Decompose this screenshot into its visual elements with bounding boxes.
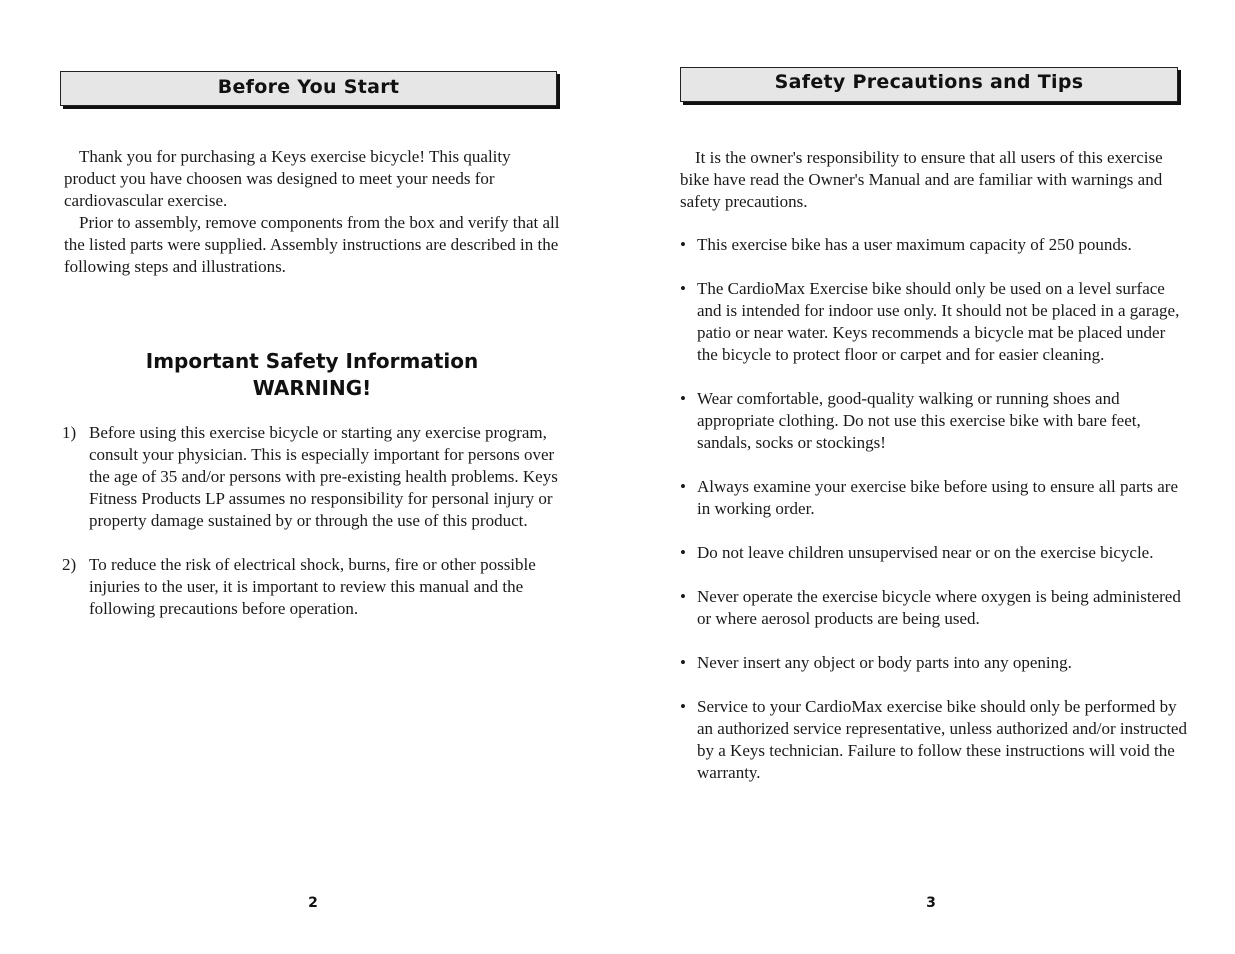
safety-intro-paragraph: It is the owner's responsibility to ensure that all users of this exercise bike have read the Owner's Manual and are familiar with warnings and safety precautions. (680, 148, 1163, 211)
warning-item (62, 554, 562, 620)
bullet-icon: • (680, 279, 686, 298)
tip-text: Service to your CardioMax exercise bike should only be performed by an authorized service representative, unless authorized and/or instructed by a Keys technician. Failure to follow these instructions will void the warranty. (697, 697, 1187, 782)
bullet-icon: • (680, 653, 686, 672)
safety-precautions-title: Safety Precautions and Tips (680, 67, 1178, 102)
list-item (680, 476, 1190, 520)
tip-text: Do not leave children unsupervised near or on the exercise bicycle. (697, 543, 1154, 562)
safety-info-heading: Important Safety Information (145, 349, 479, 373)
intro-paragraph-1: Thank you for purchasing a Keys exercise bicycle! This quality product you have choosen was designed to meet your needs for cardiovascular exercise. (64, 147, 511, 210)
tip-text: Never operate the exercise bicycle where oxygen is being administered or where aerosol products are being used. (697, 587, 1181, 628)
list-item (680, 652, 1190, 674)
bullet-icon: • (680, 543, 686, 562)
warning-list (62, 422, 562, 642)
list-item (680, 388, 1190, 454)
bullet-icon: • (680, 697, 686, 716)
list-item (680, 696, 1190, 784)
tip-text: Wear comfortable, good-quality walking or running shoes and appropriate clothing. Do not use this exercise bike with bare feet, sandals, socks or stockings! (697, 389, 1141, 452)
list-item (680, 586, 1190, 630)
warning-number: 2) (62, 555, 77, 574)
warning-text: Before using this exercise bicycle or starting any exercise program, consult your physician. This is especially important for persons over the age of 35 and/or persons with pre-existing health problems. Keys Fitness Products LP assumes no responsibility for personal injury or property damage sustained by or through the use of this product. (89, 423, 558, 530)
warning-text: To reduce the risk of electrical shock, burns, fire or other possible injuries to the user, it is important to review this manual and the following precautions before operation. (89, 555, 536, 618)
before-you-start-title: Before You Start (60, 71, 557, 106)
intro-text (64, 146, 564, 278)
bullet-icon: • (680, 477, 686, 496)
bullet-icon: • (680, 389, 686, 408)
list-item (680, 234, 1190, 256)
left-page (62, 0, 562, 954)
right-page (680, 0, 1185, 954)
tip-text: The CardioMax Exercise bike should only be used on a level surface and is intended for indoor use only. It should not be placed in a garage, patio or near water. Keys recommends a bicycle mat be placed under the bicycle to protect floor or carpet and for easier cleaning. (697, 279, 1180, 364)
warning-heading: WARNING! (252, 376, 372, 400)
tip-text: This exercise bike has a user maximum capacity of 250 pounds. (697, 235, 1132, 254)
warning-item (62, 422, 562, 532)
safety-tips-list (680, 234, 1190, 806)
tip-text: Always examine your exercise bike before using to ensure all parts are in working order. (697, 477, 1179, 518)
list-item (680, 278, 1190, 366)
page-number: 2 (308, 895, 318, 911)
warning-number: 1) (62, 423, 77, 442)
bullet-icon: • (680, 235, 686, 254)
page-number: 3 (926, 895, 936, 911)
tip-text: Never insert any object or body parts into any opening. (697, 653, 1072, 672)
list-item (680, 542, 1190, 564)
intro-paragraph-2: Prior to assembly, remove components from the box and verify that all the listed parts were supplied. Assembly instructions are described in the following steps and illustrations. (64, 213, 560, 276)
bullet-icon: • (680, 587, 686, 606)
safety-intro-text (680, 147, 1185, 213)
